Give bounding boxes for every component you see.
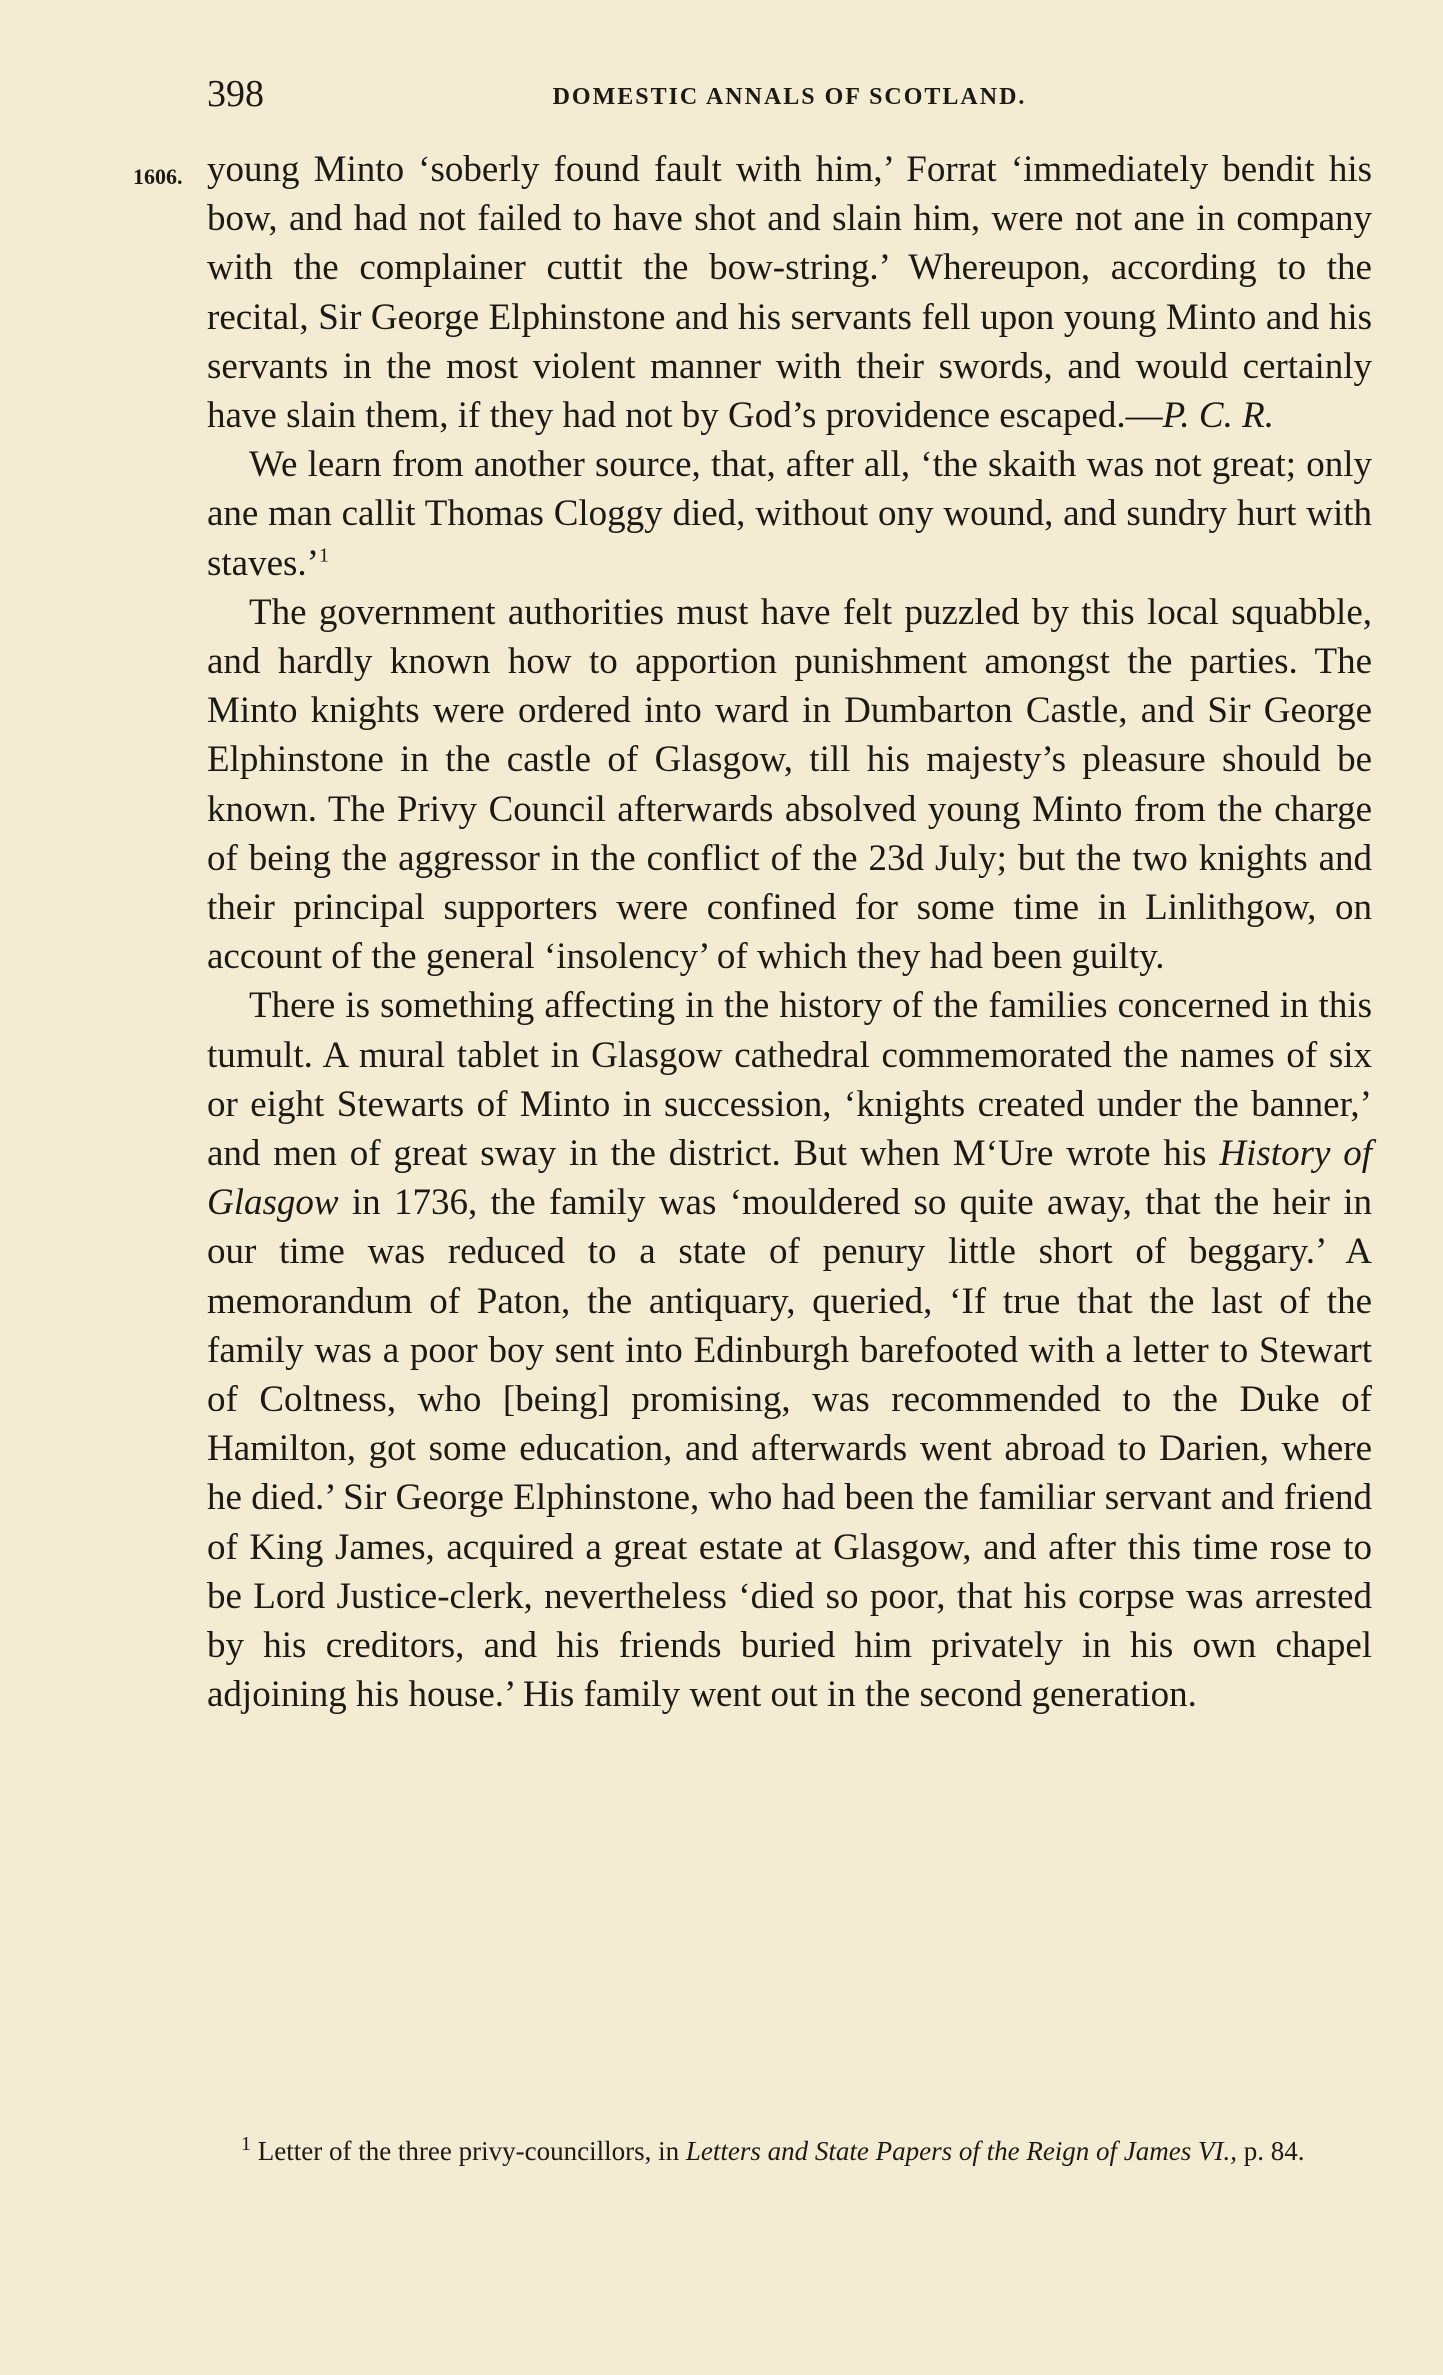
line: sway in the district. But when M‘Ure wrote his bbox=[480, 1133, 1207, 1175]
line: his servants fell upon young Minto and his servants in the most bbox=[207, 296, 1372, 387]
paragraph-4 bbox=[207, 981, 1372, 1719]
margin-year: 1606. bbox=[133, 164, 183, 189]
line: Edinburgh barefooted with a letter to Stewart of Coltness, who bbox=[207, 1329, 1373, 1421]
footnote-number: 1 bbox=[241, 2133, 251, 2155]
line: them, if they had not by God’s providence escaped.— bbox=[365, 395, 1163, 437]
line: got some education, and afterwards went abroad to Darien, where bbox=[368, 1428, 1373, 1470]
line: servant and friend of King James, acquired a great estate at bbox=[207, 1477, 1373, 1568]
line: had been guilty. bbox=[929, 936, 1165, 978]
line: Whereupon, according to the recital, Sir George Elphinstone and bbox=[207, 247, 1372, 338]
footnote-body: Letter of the three privy-councillors, in bbox=[257, 2136, 680, 2166]
paragraph-3 bbox=[207, 588, 1372, 982]
line: the parties. The Minto knights were ordered into ward in bbox=[207, 641, 1372, 732]
line: succession, ‘knights created under the banner,’ and men of great bbox=[207, 1083, 1372, 1175]
line: bendit his bow, and had not failed to have shot and slain him, were bbox=[207, 149, 1372, 240]
line: of beggary.’ A memorandum of Paton, the antiquary, queried, bbox=[207, 1231, 1373, 1322]
line: not ane in company with the complainer cuttit the bow-string.’ bbox=[207, 198, 1373, 289]
body-text bbox=[207, 145, 1372, 1720]
page-header bbox=[207, 72, 1372, 122]
line: We learn from another source, that, after all, ‘the skaith was bbox=[249, 444, 1145, 486]
line: and their principal supporters were confined for some time in bbox=[207, 837, 1373, 929]
line: There is something affecting in the history of the families bbox=[249, 985, 1108, 1027]
line: ‘If true that the last of the family was a poor boy sent into bbox=[207, 1280, 1373, 1371]
footnote-page: p. 84. bbox=[1243, 2136, 1305, 2166]
footnote-reference: 1 bbox=[319, 544, 329, 567]
book-title: Glasgow bbox=[207, 1182, 339, 1224]
source-citation: P. C. R. bbox=[1162, 395, 1274, 437]
line: concerned in this tumult. A mural tablet in Glasgow cathedral bbox=[207, 985, 1373, 1076]
line: wound, and sundry hurt with staves.’ bbox=[207, 493, 1373, 584]
line: Council afterwards absolved young Minto from the charge of being bbox=[207, 788, 1372, 879]
page-number: 398 bbox=[207, 73, 264, 115]
line: Linlithgow, on account of the general ‘insolency’ of which they bbox=[207, 887, 1372, 978]
line: chapel adjoining his house.’ His family went out in the second bbox=[207, 1625, 1373, 1716]
paragraph-2 bbox=[207, 440, 1372, 588]
line: squabble, and hardly known how to apportion punishment amongst bbox=[207, 591, 1372, 683]
footnote bbox=[207, 2130, 1372, 2172]
line: not great; only ane man callit Thomas Cloggy died, without ony bbox=[207, 444, 1373, 535]
running-title: DOMESTIC ANNALS OF SCOTLAND. bbox=[552, 84, 1027, 110]
line: The government authorities must have felt puzzled by this local bbox=[249, 591, 1219, 633]
line: generation. bbox=[1031, 1674, 1197, 1716]
line: the aggressor in the conflict of the 23d July; but the two knights bbox=[341, 837, 1308, 879]
line: nevertheless ‘died so poor, that his corpse was arrested by his bbox=[207, 1575, 1372, 1667]
line: violent manner with their swords, and would certainly have slain bbox=[207, 345, 1373, 437]
line: Glasgow, and after this time rose to be Lord Justice-clerk, bbox=[207, 1526, 1372, 1617]
line: creditors, and his friends buried him privately in his own bbox=[325, 1625, 1257, 1667]
line: [being] promising, was recommended to the Duke of Hamilton, bbox=[207, 1379, 1373, 1470]
line: he died.’ Sir George Elphinstone, who had been the familiar bbox=[207, 1477, 1096, 1519]
footnote-text bbox=[207, 2130, 1372, 2172]
line: in 1736, the family was ‘mouldered so quite away, that bbox=[351, 1182, 1201, 1224]
book-title: History of bbox=[1219, 1133, 1372, 1175]
line: young Minto ‘soberly found fault with him,’ Forrat ‘immediately bbox=[207, 149, 1209, 190]
line: Glasgow, till his majesty’s pleasure should be known. The Privy bbox=[207, 739, 1372, 830]
paragraph-1 bbox=[207, 145, 1372, 440]
line: Dumbarton Castle, and Sir George Elphinstone in the castle of bbox=[207, 690, 1373, 781]
line: the heir in our time was reduced to a state of penury little short bbox=[207, 1182, 1373, 1273]
line: commemorated the names of six or eight Stewarts of Minto in bbox=[207, 1034, 1373, 1125]
footnote-book-title: Letters and State Papers of the Reign of James VI., bbox=[685, 2136, 1238, 2166]
